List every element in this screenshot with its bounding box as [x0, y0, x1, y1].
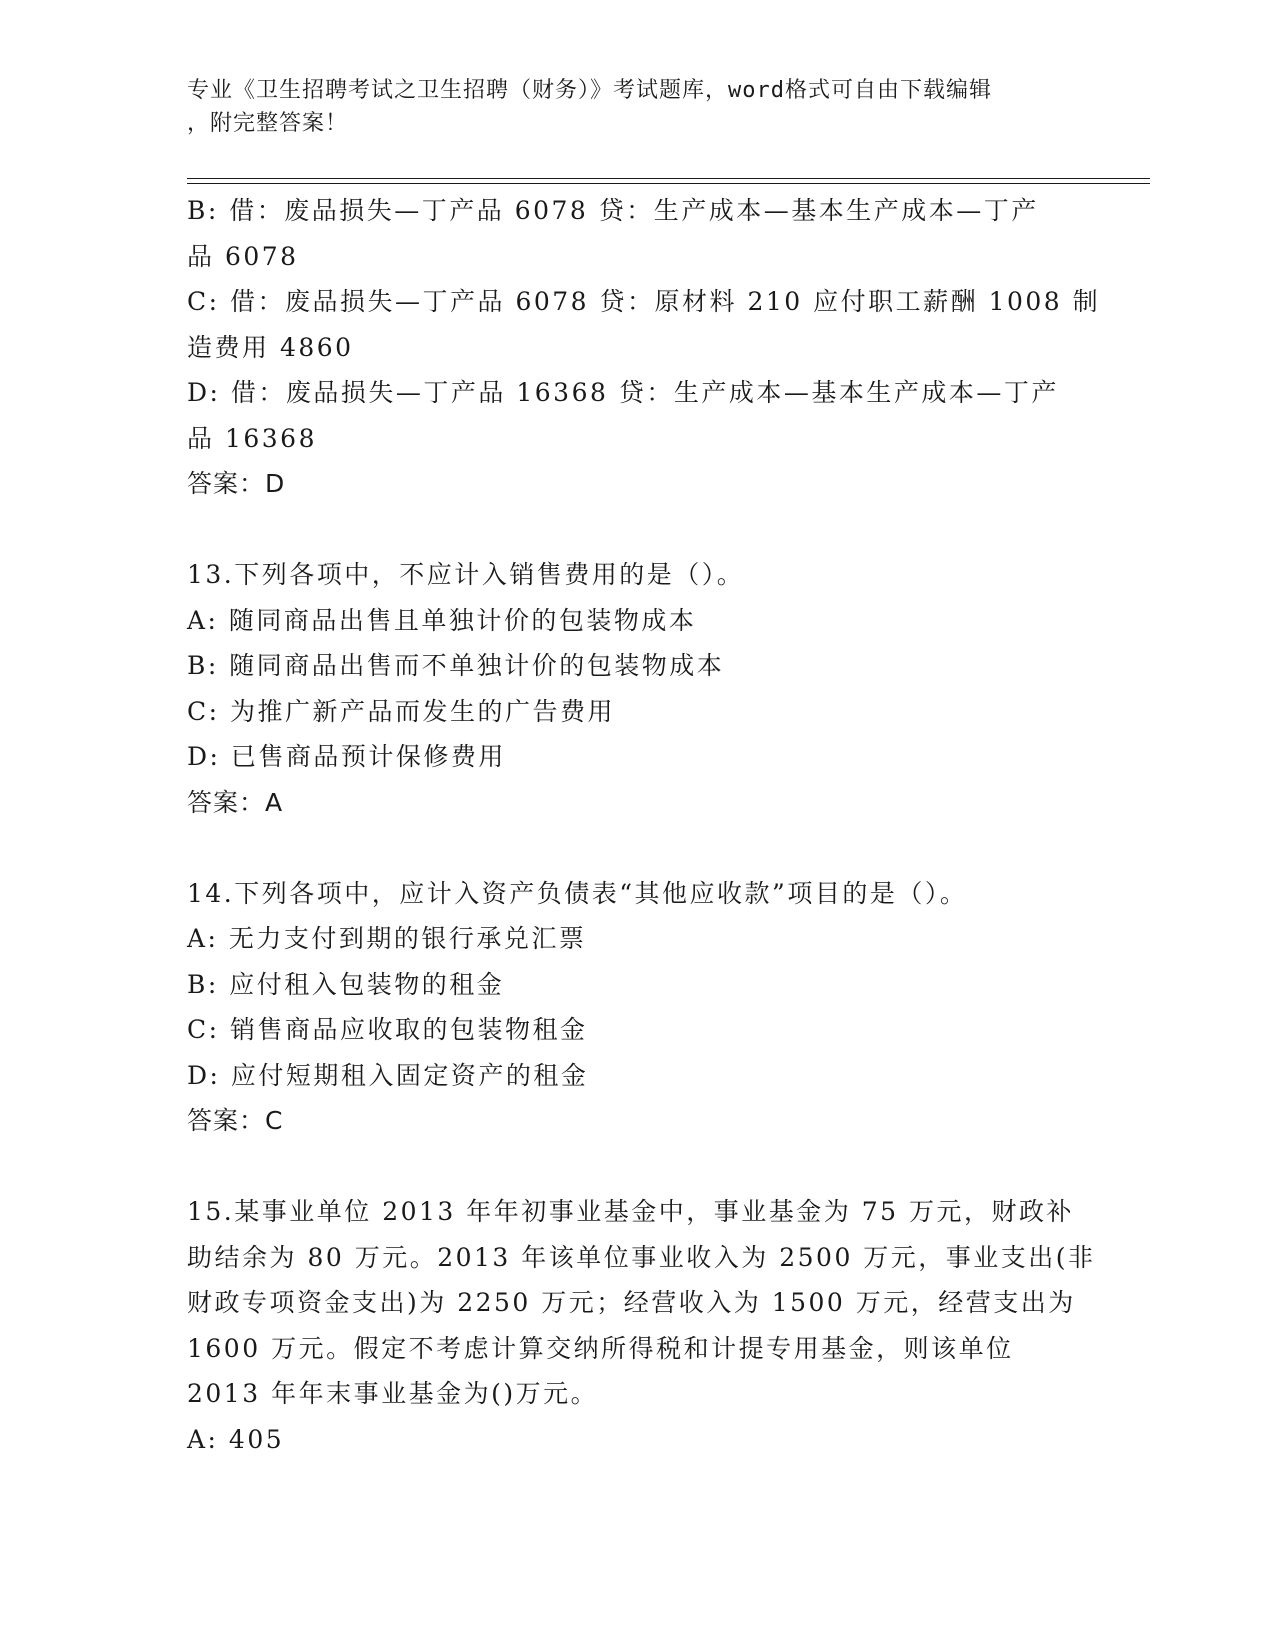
q12-option-c-line-2: 造费用 4860 [187, 332, 354, 362]
header-divider-top [187, 178, 1150, 179]
q12-option-d-line-2: 品 16368 [187, 423, 317, 453]
q14-option-a: A: 无力支付到期的银行承兑汇票 [187, 924, 587, 953]
q14-option-c: C: 销售商品应收取的包装物租金 [187, 1015, 588, 1044]
header-title-line-2: ，附完整答案！ [187, 111, 349, 136]
q15-question-line-5: 2013 年年末事业基金为()万元。 [187, 1379, 599, 1408]
q14-option-d: D: 应付短期租入固定资产的租金 [187, 1060, 589, 1090]
q15-question-line-3: 财政专项资金支出)为 2250 万元；经营收入为 1500 万元，经营支出为 [187, 1288, 1076, 1317]
header-title-line-1: 专业《卫生招聘考试之卫生招聘（财务）》考试题库，word格式可自由下载编辑 [187, 78, 992, 103]
q15-question-line-1: 15.某事业单位 2013 年年初事业基金中，事业基金为 75 万元，财政补 [187, 1197, 1074, 1226]
q15-question-line-4: 1600 万元。假定不考虑计算交纳所得税和计提专用基金，则该单位 [187, 1333, 1014, 1363]
q12-answer: 答案：D [187, 469, 286, 498]
q12-option-b-line-1: B: 借：废品损失—丁产品 6078 贷：生产成本—基本生产成本—丁产 [187, 196, 1039, 225]
q14-question: 14.下列各项中，应计入资产负债表“其他应收款”项目的是（）。 [187, 878, 968, 908]
q12-option-b-line-2: 品 6078 [187, 241, 299, 271]
q12-option-d-line-1: D: 借：废品损失—丁产品 16368 贷：生产成本—基本生产成本—丁产 [187, 378, 1059, 407]
question-content [187, 188, 1101, 1462]
q14-answer: 答案：C [187, 1106, 284, 1135]
question-15-block [187, 1189, 1096, 1462]
q13-option-b: B: 随同商品出售而不单独计价的包装物成本 [187, 651, 725, 680]
header-divider-bottom [187, 183, 1150, 184]
q14-option-b: B: 应付租入包装物的租金 [187, 969, 505, 999]
spacer [187, 1144, 1087, 1190]
q13-option-d: D: 已售商品预计保修费用 [187, 742, 506, 771]
q13-answer: 答案：A [187, 787, 284, 817]
q13-option-c: C: 为推广新产品而发生的广告费用 [187, 696, 615, 726]
q13-option-a: A: 随同商品出售且单独计价的包装物成本 [187, 605, 697, 635]
q13-question: 13.下列各项中，不应计入销售费用的是（）。 [187, 560, 745, 589]
spacer [187, 825, 1087, 871]
question-12-block [187, 188, 1101, 507]
page-header [187, 74, 1067, 140]
q12-option-c-line-1: C: 借：废品损失—丁产品 6078 贷：原材料 210 应付职工薪酬 1008 制 [187, 287, 1101, 316]
q15-question-line-2: 助结余为 80 万元。2013 年该单位事业收入为 2500 万元，事业支出(非 [187, 1242, 1096, 1272]
question-14-block [187, 871, 1087, 1144]
question-13-block [187, 552, 1087, 825]
spacer [187, 507, 1087, 553]
q15-option-a: A: 405 [187, 1424, 285, 1454]
